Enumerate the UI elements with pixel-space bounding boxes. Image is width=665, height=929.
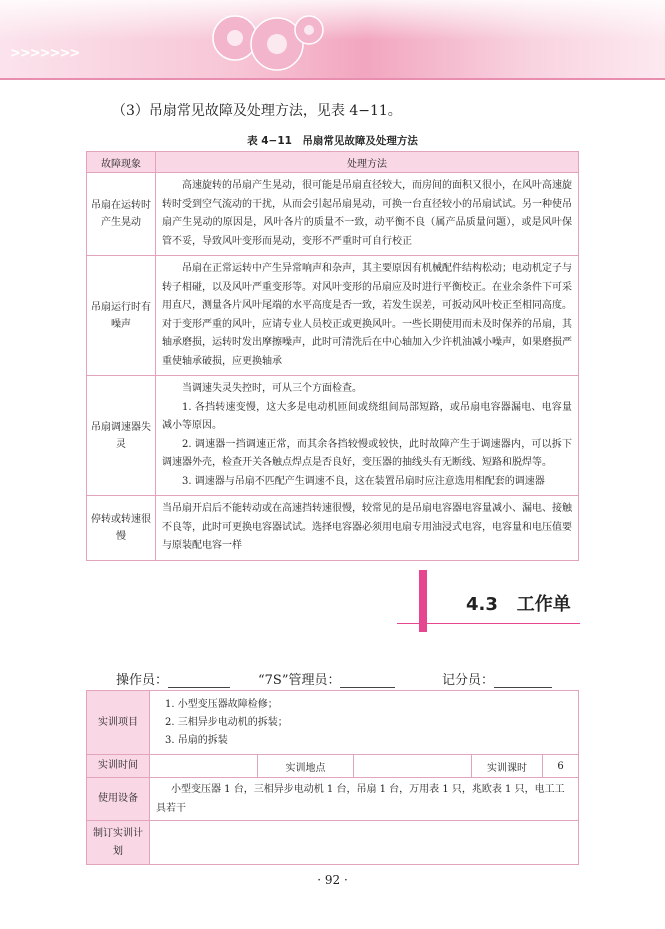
- operator-blank: [168, 673, 230, 688]
- page-number: · 92 ·: [317, 873, 348, 887]
- section-number: 4.3: [466, 594, 498, 615]
- table-row: [87, 256, 579, 376]
- scorer-label: 记分员：: [442, 673, 495, 688]
- section-heading: （3）吊扇常见故障及处理方法，见表 4−11。: [112, 103, 402, 119]
- time-value: [150, 755, 258, 778]
- remedy-paragraph: 2. 调速器一挡调速正常，而其余各挡较慢或较快，此时故障产生于调速器内，可以拆下调速器外壳，检查开关各触点焊点是否良好，变压器的抽线头有无断线、短路和脱焊等。: [162, 438, 572, 468]
- gear-icon: [205, 8, 325, 76]
- operator-field: [116, 669, 230, 688]
- table-row: [87, 496, 579, 561]
- section-underline: [397, 623, 580, 624]
- column-header: 处理方法: [156, 152, 579, 173]
- training-items: [150, 691, 579, 755]
- hours-label: 实训课时: [472, 755, 543, 778]
- place-label: 实训地点: [258, 755, 354, 778]
- section-name: 工作单: [516, 594, 571, 615]
- training-items-label: 实训项目: [87, 691, 150, 755]
- fault-remedy: [156, 256, 579, 376]
- header-rule: [0, 78, 665, 80]
- table-row: [87, 691, 579, 755]
- remedy-paragraph: 1. 各挡转速变慢，这大多是电动机匝间或绕组间局部短路，或吊扇电容器漏电、电容量减小等原因。: [162, 401, 572, 431]
- fault-table: [86, 151, 579, 561]
- table-row: [87, 755, 579, 778]
- operator-label: 操作员：: [116, 673, 169, 688]
- time-label: 实训时间: [87, 755, 150, 778]
- remedy-paragraph: 3. 调速器与吊扇不匹配产生调速不良，这在装置吊扇时应注意选用相配套的调速器: [182, 475, 545, 487]
- equipment-list: 小型变压器 1 台，三相异步电动机 1 台，吊扇 1 台，万用表 1 只，兆欧表 1 只，电工工具若干: [150, 778, 579, 821]
- fault-symptom: 吊扇在运转时产生晃动: [87, 173, 156, 256]
- chevron-decoration: >>>>>>>: [10, 46, 80, 61]
- manager-field: [258, 669, 395, 688]
- fault-symptom: 吊扇运行时有噪声: [87, 256, 156, 376]
- list-item: 3. 吊扇的拆装: [165, 734, 228, 746]
- table-row: [87, 376, 579, 496]
- fault-remedy: [156, 173, 579, 256]
- place-value: [354, 755, 472, 778]
- section-title: [466, 590, 571, 616]
- fault-remedy: [156, 376, 579, 496]
- remedy-paragraph: 当吊扇开启后不能转动或在高速挡转速很慢，较常见的是吊扇电容器电容量减小、漏电、接触不良等，此时可更换电容器试试。选择电容器必须用电扇专用油浸式电容，电容量和电压值要与原装配电容一样: [162, 503, 572, 551]
- list-item: 2. 三相异步电动机的拆装；: [165, 716, 288, 728]
- table-row: [87, 821, 579, 865]
- header-banner: [0, 0, 665, 78]
- plan-value: [150, 821, 579, 865]
- plan-label: 制订实训计划: [87, 821, 150, 865]
- table-header-row: [87, 152, 579, 173]
- remedy-paragraph: 吊扇在正常运转中产生异常响声和杂声，其主要原因有机械配件结构松动；电动机定子与转子相碰，以及风叶严重变形等。对风叶变形的吊扇应及时进行平衡校正。在业余条件下可采用直尺，测量各片风叶尾端的水平高度是否一致，若发生误差，可扳动风叶校正至相同高度。对于变形严重的风叶，应请专业人员校正或更换风叶。一些长期使用而未及时保养的吊扇，其轴承磨损，运转时发出摩擦噪声，此时可清洗后在中心轴加入少许机油减小噪声，如果磨损严重使轴承破损，应更换轴承: [162, 263, 572, 367]
- equipment-label: 使用设备: [87, 778, 150, 821]
- column-header: 故障现象: [87, 152, 156, 173]
- scorer-blank: [494, 673, 552, 688]
- table-caption: 表 4−11 吊扇常见故障及处理方法: [247, 135, 418, 147]
- manager-label: “7S”管理员：: [258, 673, 341, 688]
- worksheet-table: [86, 690, 579, 865]
- fault-remedy: [156, 496, 579, 561]
- table-row: [87, 778, 579, 821]
- table-row: [87, 173, 579, 256]
- list-item: 1. 小型变压器故障检修；: [165, 698, 278, 710]
- hours-value: 6: [543, 755, 579, 778]
- remedy-paragraph: 高速旋转的吊扇产生晃动，很可能是吊扇直径较大，而房间的面积又很小，在风叶高速旋转时受到空气流动的干扰，从而会引起吊扇晃动，可换一台直径较小的吊扇试试。另一种使吊扇产生晃动的原因是，风叶各片的质量不一致，动平衡不良（属产品质量问题），或是风叶保管不妥，导致风叶变形而晃动，变形不严重时可自行校正: [162, 180, 572, 247]
- fault-symptom: 吊扇调速器失灵: [87, 376, 156, 496]
- scorer-field: [442, 669, 552, 688]
- remedy-paragraph: 当调速失灵失控时，可从三个方面检查。: [182, 383, 362, 394]
- fault-symptom: 停转或转速很慢: [87, 496, 156, 561]
- manager-blank: [340, 673, 395, 688]
